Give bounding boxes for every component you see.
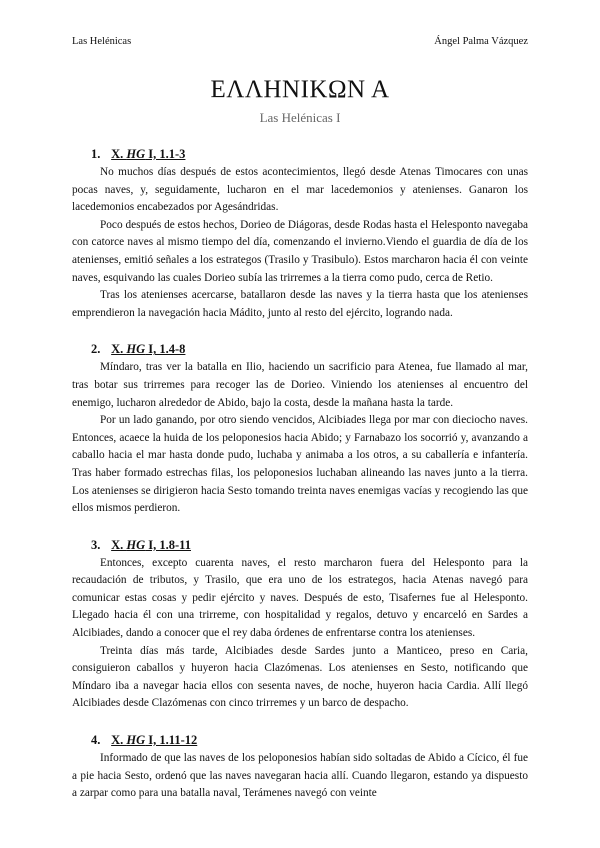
section-number: 2. [91,342,101,357]
paragraph: Treinta días más tarde, Alcibiades desde Sardes junto a Manticeo, preso en Caria, consiguieron caballos y huyeron hacia Clazómenas. Los atenienses en Sesto, notificando que Míndaro iba a navegar hacia ellos con sesenta naves, de noche, huyeron hacia Cardia. Allí llegó Alcibiades desde Clazómenas con cinco trirremes y un barco de despacho. [72,644,528,710]
header-left-title: Las Helénicas [72,36,132,47]
section-reference [111,147,185,161]
paragraph: Por un lado ganando, por otro siendo vencidos, Alcibiades llega por mar con dieciocho naves. Entonces, acaece la huida de los peloponesios hacia Abido; y Farnabazo los socorrió y, avanzando a caballo hacia el mar hasta donde pudo, luchaba y animaba a los otros, a su caballería e infantería. Tras haber formado estrechas filas, los peloponesios luchaban alineando las naves junto a la tierra. Los atenienses se dirigieron hacia Sesto tomando treinta naves enemigas vacías y recogiendo las que ellos mismos perdieron. [72,414,528,515]
paragraph: Poco después de estos hechos, Dorieo de Diágoras, desde Rodas hasta el Helesponto navegaba con catorce naves al mismo tiempo del día, comenzando el invierno.Viendo el guardia de día de los atenienses, emitió señales a los estrategos (Trasilo y Trasibulo). Estos marcharon hacia él con veinte naves, esquivando las cuales Dorieo subía las trirremes a la tierra como pudo, cerca de Retio. [72,218,528,284]
ref-passage: I, 1.4-8 [145,342,186,357]
ref-work: HG [126,733,146,748]
section-reference [111,538,191,552]
paragraph: Míndaro, tras ver la batalla en Ilio, haciendo un sacrificio para Atenea, fue llamado al mar, tras botar sus trirremes para recoger las de Dorieo. Viniendo los atenienses al encuentro del enemigo, lucharon alrededor de Abido, bajo la costa, desde la mañana hasta la tarde. [72,361,528,409]
section-heading [91,731,528,749]
ref-work: HG [126,342,146,357]
section-2 [72,340,528,517]
running-header [72,36,528,47]
ref-prefix: X. [111,733,127,748]
document-body [72,145,528,821]
header-author: Ángel Palma Vázquez [434,36,528,47]
section-heading [91,340,528,358]
section-4 [72,731,528,803]
section-number: 4. [91,733,101,748]
ref-passage: I, 1.1-3 [145,147,186,161]
ref-prefix: X. [111,537,127,552]
section-number: 1. [91,147,101,161]
section-heading [91,536,528,554]
paragraph: Tras los atenienses acercarse, batallaron desde las naves y la tierra hasta que los atenienses emprendieron la navegación hacia Mádito, junto al resto del ejército, logrando nada. [72,289,528,319]
section-number: 3. [91,537,101,552]
section-reference [111,342,185,356]
section-reference [111,733,197,747]
paragraph: No muchos días después de estos acontecimientos, llegó desde Atenas Timocares con unas pocas naves, y, seguidamente, lucharon en el mar lacedemonios y atenienses. Ganaron los lacedemonios encabezados por Agesándridas. [72,166,528,214]
ref-prefix: X. [111,147,127,161]
ref-prefix: X. [111,342,127,357]
section-1 [72,145,528,322]
ref-work: HG [126,147,146,161]
document-subtitle: Las Helénicas I [259,110,341,125]
paragraph: Entonces, excepto cuarenta naves, el resto marcharon fuera del Helesponto para la recaudación de tributos, y Trasilo, que era uno de los estrategos, hacia Atenas navegó para comunicar estas cosas y pedir ejército y naves. Después de esto, Tisafernes fue al Helesponto. Llegado hacia él con una trirreme, con hospitalidad y regalos, detuvo y encarceló en Sardes a Alcibiades, dando a conocer que el rey daba órdenes de enfrentarse contra los atenienses. [72,556,528,640]
ref-passage: I, 1.11-12 [145,733,198,748]
document-title: ΕΛΛΗΝΙΚΩΝ Α [210,76,390,103]
section-heading [91,145,528,163]
paragraph: Informado de que las naves de los peloponesios habían sido soltadas de Abido a Cícico, él fue a pie hacia Sesto, ordenó que las naves navegaran hacia allí. Cuando llegaron, estando ya dispuesto a zarpar como para una batalla naval, Terámenes navegó con veinte [72,752,528,800]
section-3 [72,536,528,713]
ref-work: HG [126,537,146,552]
ref-passage: I, 1.8-11 [145,537,191,552]
